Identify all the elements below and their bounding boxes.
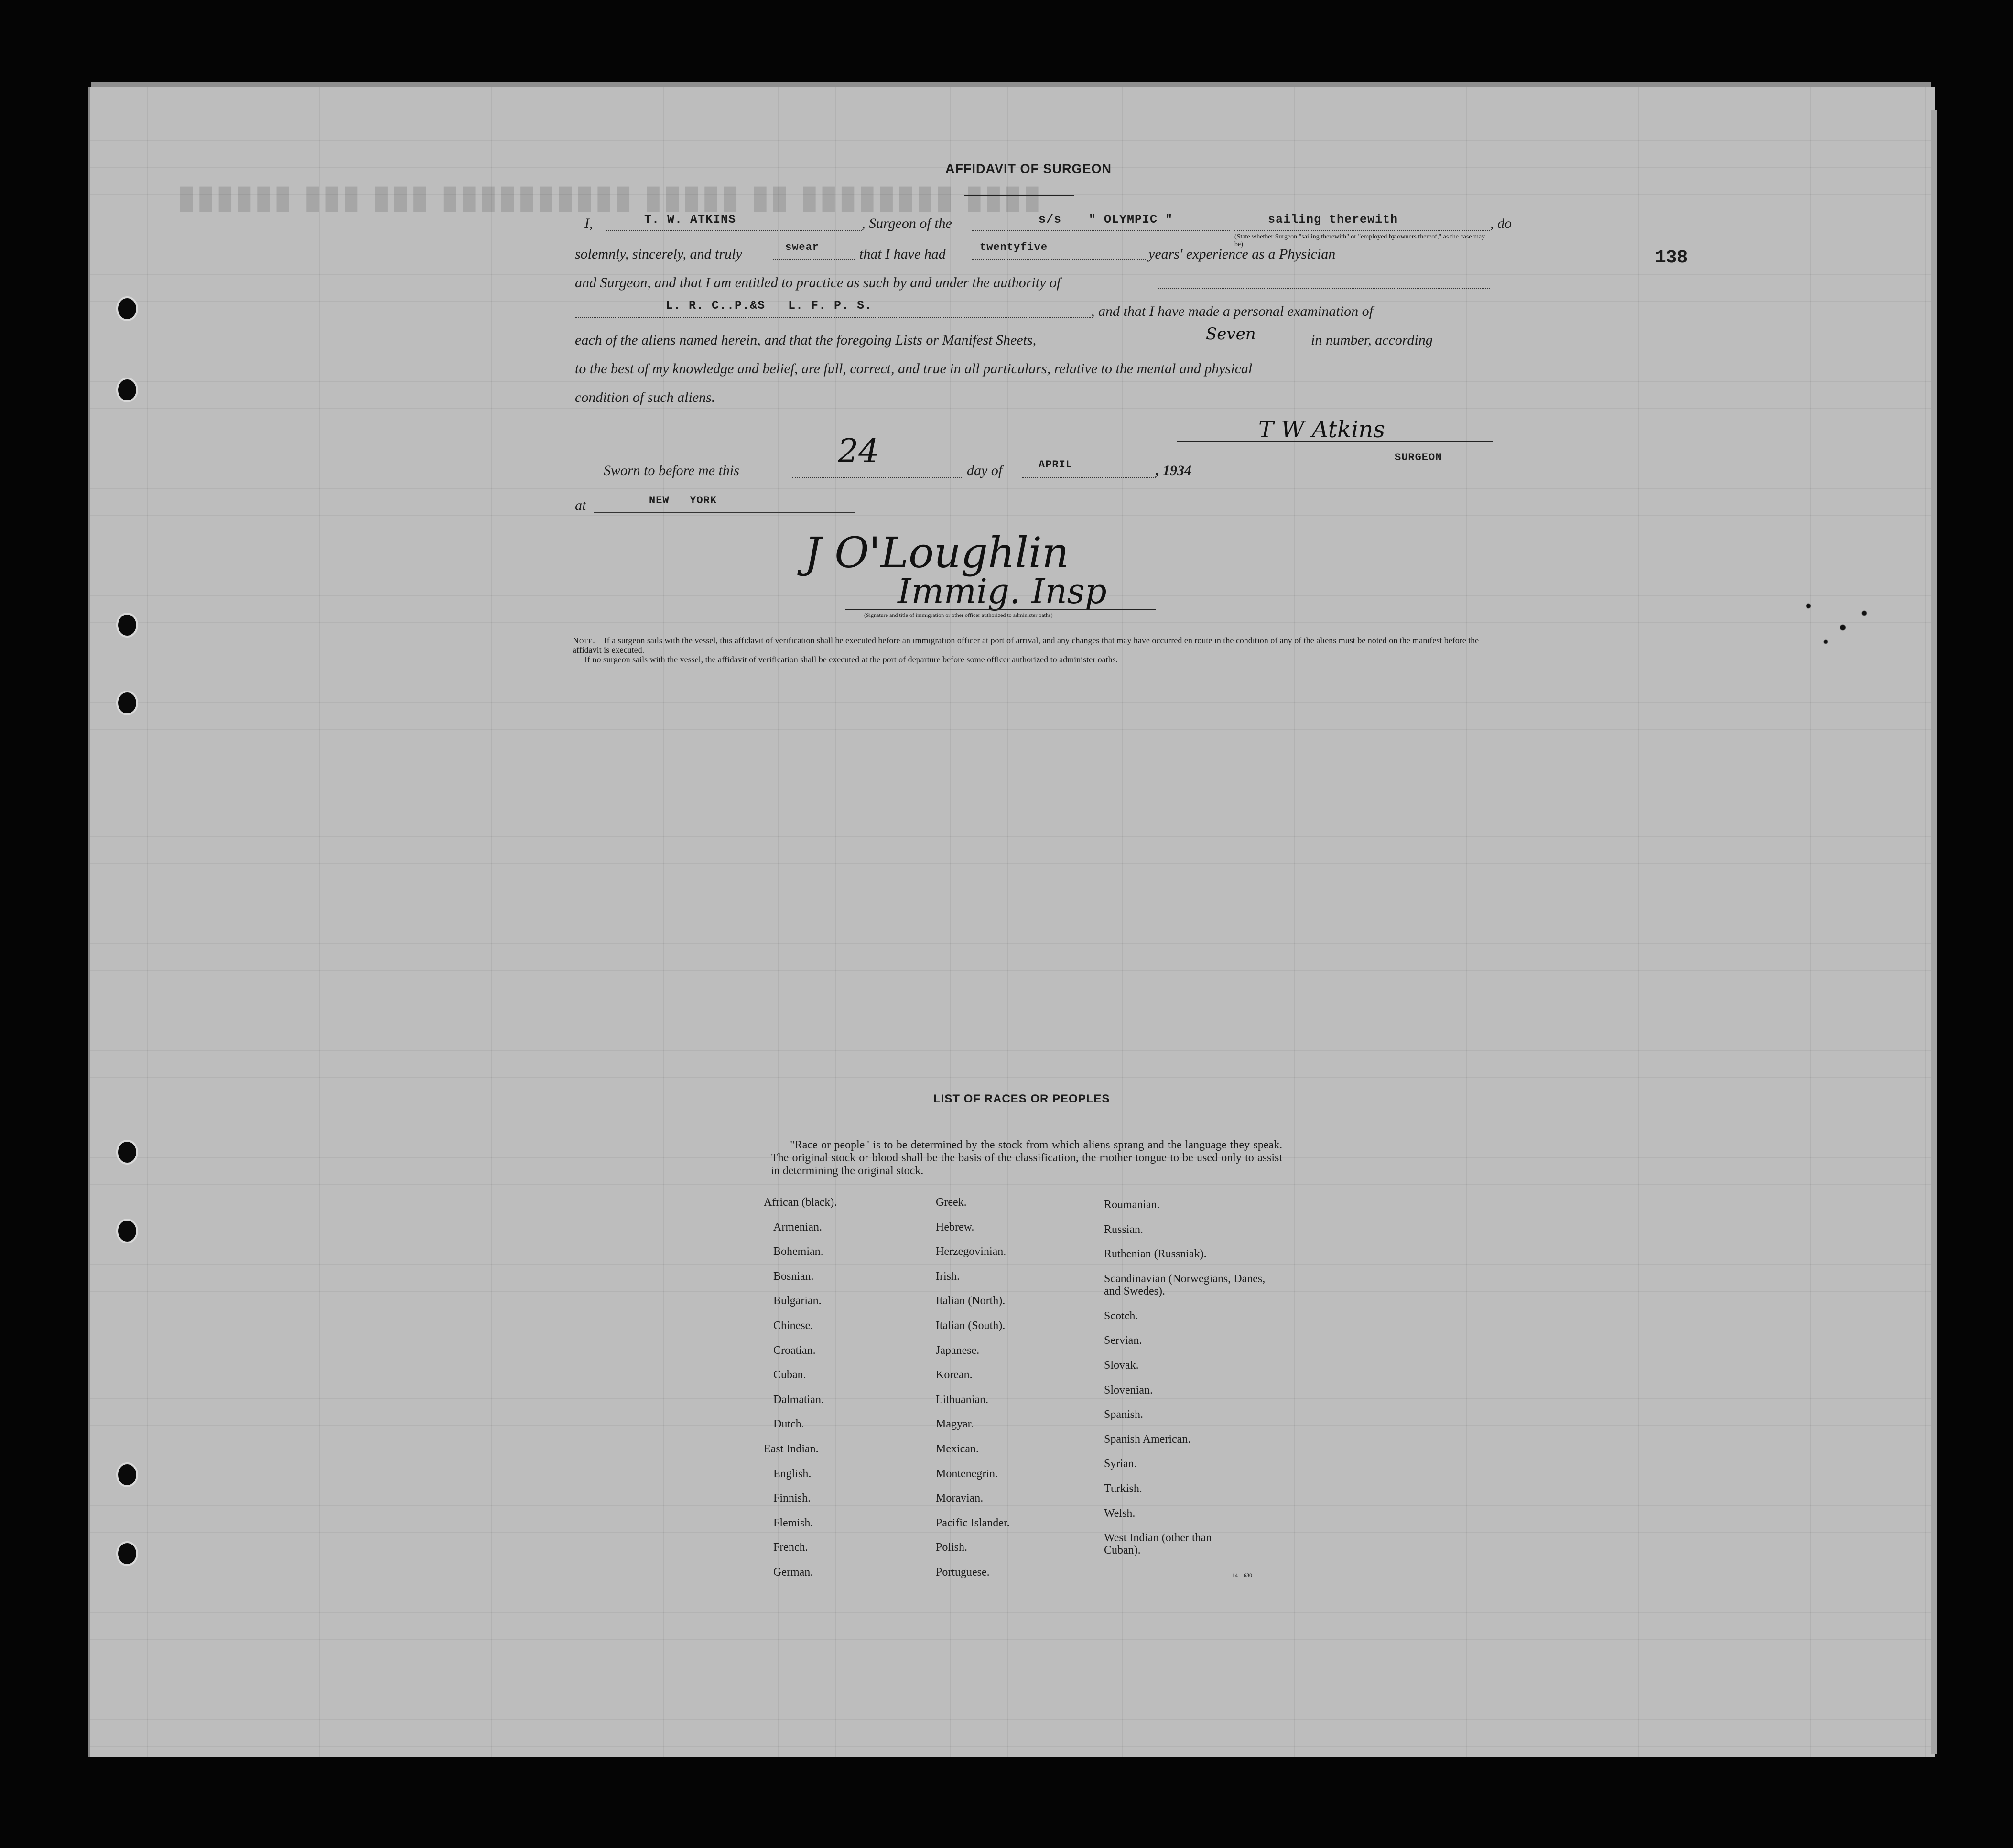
race-item: Syrian. xyxy=(1104,1458,1137,1470)
races-column-2 xyxy=(936,1196,1010,1591)
sheet-edge-right xyxy=(1931,110,1937,1754)
sheet-edge-top xyxy=(91,82,1931,87)
race-item: Italian (South). xyxy=(936,1319,1006,1332)
races-column-1 xyxy=(764,1196,837,1591)
race-item: German. xyxy=(773,1566,813,1578)
line2-prefix: solemnly, sincerely, and truly xyxy=(575,246,742,262)
race-item: Turkish. xyxy=(1104,1482,1142,1495)
signature-line xyxy=(1177,441,1493,442)
race-item: Spanish American. xyxy=(1104,1433,1191,1446)
surgeon-of-label: , Surgeon of the xyxy=(862,216,952,231)
race-item: Bosnian. xyxy=(773,1270,814,1283)
line4-suffix: , and that I have made a personal examination of xyxy=(1091,303,1373,319)
line5-suffix: in number, according xyxy=(1311,332,1433,348)
line2-mid: that I have had xyxy=(859,246,946,262)
line5-prefix: each of the aliens named herein, and that the foregoing Lists or Manifest Sheets, xyxy=(575,332,1037,348)
sworn-prefix: Sworn to before me this xyxy=(604,463,739,478)
authority-value: L. R. C..P.&S L. F. P. S. xyxy=(666,299,873,313)
bleed-through-text: ▮▮▮▮ ▮▮▮▮▮▮▮▮ ▮▮ ▮▮▮▮▮ ▮▮▮▮▮▮▮▮▮▮ ▮▮▮ ▮▮▮ ▮▮▮▮▮▮ xyxy=(176,179,1041,214)
binder-hole xyxy=(116,613,138,638)
i-label: I, xyxy=(584,216,593,231)
race-item: Scotch. xyxy=(1104,1309,1138,1322)
surgeon-title: SURGEON xyxy=(1395,452,1442,464)
binder-hole xyxy=(116,1140,138,1165)
race-item: English. xyxy=(773,1467,812,1480)
note-text: —If a surgeon sails with the vessel, this affidavit of verification shall be executed before an immigration officer at port of arrival, and any changes that may have occurred en route in the condition of any of the aliens must be noted on the manifest before the affidavit is executed. xyxy=(573,636,1479,655)
line7: condition of such aliens. xyxy=(575,389,715,405)
race-item: Mexican. xyxy=(936,1442,979,1455)
years-line xyxy=(972,259,1146,260)
note-lead: Note. xyxy=(573,636,595,645)
surgeon-name-line xyxy=(606,230,862,231)
form-code: 14—630 xyxy=(1232,1572,1252,1578)
race-item: African (black). xyxy=(764,1196,837,1209)
races-intro: "Race or people" is to be determined by the stock from which aliens sprang and the language they speak. The original stock or blood shall be the basis of the classification, the mother tongue to be used only to assist in determining the original stock. xyxy=(771,1139,1282,1177)
race-item: Welsh. xyxy=(1104,1507,1136,1520)
at-label: at xyxy=(575,497,586,513)
status-line xyxy=(1234,230,1490,231)
race-item: Herzegovinian. xyxy=(936,1245,1006,1258)
line6: to the best of my knowledge and belief, are full, correct, and true in all particulars, relative to the mental and physical xyxy=(575,361,1253,377)
race-item: Scandinavian (Norwegians, Danes, and Swedes). xyxy=(1104,1272,1266,1297)
race-item: Montenegrin. xyxy=(936,1467,998,1480)
race-item: Flemish. xyxy=(773,1516,813,1529)
race-item: West Indian (other than Cuban). xyxy=(1104,1532,1212,1557)
heading-rule xyxy=(964,195,1074,196)
race-item: Ruthenian (Russniak). xyxy=(1104,1248,1207,1261)
vessel-line xyxy=(972,230,1230,231)
race-item: Slovak. xyxy=(1104,1359,1139,1372)
sworn-place: NEW YORK xyxy=(649,495,717,507)
race-item: Hebrew. xyxy=(936,1221,974,1233)
binder-hole xyxy=(116,378,138,402)
race-item: Japanese. xyxy=(936,1344,980,1357)
officer-signature-line xyxy=(845,609,1156,610)
race-item: Polish. xyxy=(936,1541,968,1554)
affidavit-note xyxy=(573,636,1481,664)
binder-hole xyxy=(116,1541,138,1566)
officer-signature: J O'Loughlin xyxy=(804,528,1069,577)
vessel-name: " OLYMPIC " xyxy=(1089,213,1173,227)
day-of-label: day of xyxy=(967,463,1003,478)
race-item: Roumanian. xyxy=(1104,1199,1160,1211)
affidavit-heading: AFFIDAVIT OF SURGEON xyxy=(945,162,1112,176)
race-item: French. xyxy=(773,1541,808,1554)
status-note: (State whether Surgeon "sailing therewith" or "employed by owners thereof," as the case may be) xyxy=(1234,233,1485,248)
officer-title: Immig. Insp xyxy=(898,571,1107,611)
sheets-value: Seven xyxy=(1206,324,1256,344)
surgeon-name: T. W. ATKINS xyxy=(644,213,736,227)
place-line xyxy=(594,512,855,513)
sailing-status: sailing therewith xyxy=(1268,213,1398,227)
surgeon-signature: T W Atkins xyxy=(1258,416,1385,443)
race-item: Spanish. xyxy=(1104,1408,1144,1421)
manifest-page xyxy=(88,87,1935,1757)
race-item: Russian. xyxy=(1104,1223,1144,1236)
do-label: , do xyxy=(1490,216,1512,231)
race-item: Armenian. xyxy=(773,1221,822,1233)
page-number: 138 xyxy=(1655,248,1688,268)
race-item: Cuban. xyxy=(773,1369,806,1382)
vessel-prefix: s/s xyxy=(1039,213,1062,227)
races-heading: LIST OF RACES OR PEOPLES xyxy=(933,1092,1110,1105)
race-item: Dutch. xyxy=(773,1418,804,1431)
race-item: Croatian. xyxy=(773,1344,816,1357)
sworn-year: , 1934 xyxy=(1156,463,1191,478)
authority-line-top xyxy=(1158,288,1490,289)
race-item: Finnish. xyxy=(773,1492,811,1505)
swear-line xyxy=(773,259,855,260)
binder-hole xyxy=(116,1219,138,1243)
race-item: Slovenian. xyxy=(1104,1383,1153,1396)
line2-suffix: years' experience as a Physician xyxy=(1148,246,1336,262)
race-item: Irish. xyxy=(936,1270,960,1283)
sworn-day: 24 xyxy=(838,432,879,470)
race-item: Pacific Islander. xyxy=(936,1516,1010,1529)
day-line xyxy=(792,477,962,478)
race-item: East Indian. xyxy=(764,1442,819,1455)
note-text2: If no surgeon sails with the vessel, the affidavit of verification shall be executed at the port of departure before some officer authorized to administer oaths. xyxy=(584,655,1118,664)
race-item: Chinese. xyxy=(773,1319,813,1332)
race-item: Dalmatian. xyxy=(773,1393,824,1406)
swear-value: swear xyxy=(785,241,820,253)
race-item: Portuguese. xyxy=(936,1566,990,1578)
race-item: Korean. xyxy=(936,1369,973,1382)
race-item: Servian. xyxy=(1104,1334,1142,1347)
binder-hole xyxy=(116,296,138,321)
sworn-month: APRIL xyxy=(1039,459,1073,471)
binder-hole xyxy=(116,1462,138,1487)
races-column-3 xyxy=(1104,1199,1266,1556)
month-line xyxy=(1022,477,1156,478)
race-item: Bohemian. xyxy=(773,1245,823,1258)
race-item: Moravian. xyxy=(936,1492,984,1505)
line3: and Surgeon, and that I am entitled to practice as such by and under the authority of xyxy=(575,275,1061,291)
race-item: Greek. xyxy=(936,1196,967,1209)
officer-caption: (Signature and title of immigration or other officer authorized to administer oaths) xyxy=(864,612,1053,618)
race-item: Lithuanian. xyxy=(936,1393,988,1406)
race-item: Magyar. xyxy=(936,1418,974,1431)
race-item: Bulgarian. xyxy=(773,1295,822,1308)
years-value: twentyfive xyxy=(980,241,1048,253)
race-item: Italian (North). xyxy=(936,1295,1006,1308)
ink-specks xyxy=(1791,584,1877,656)
authority-line xyxy=(575,317,1091,318)
binder-hole xyxy=(116,691,138,715)
